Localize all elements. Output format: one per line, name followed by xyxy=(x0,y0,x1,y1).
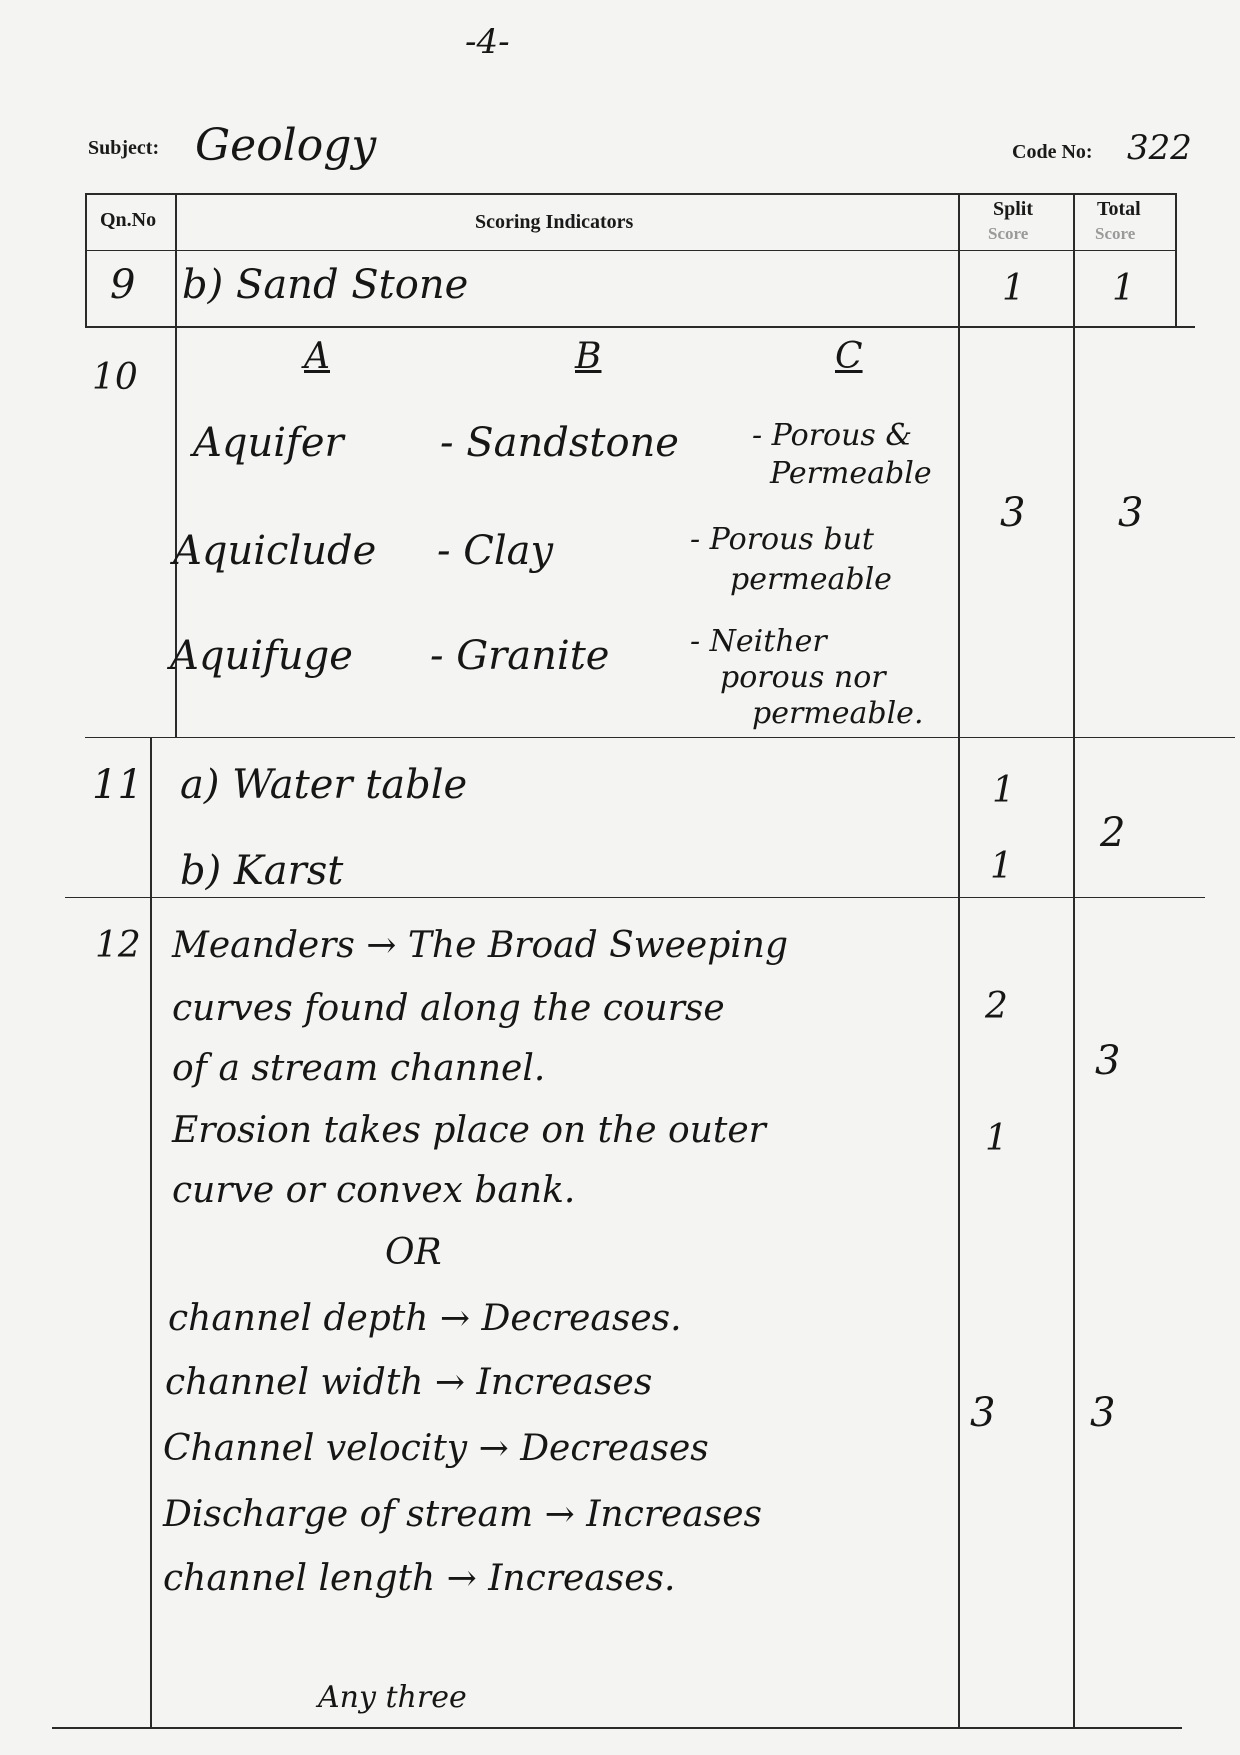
q12-line9: Discharge of stream → Increases xyxy=(163,1494,763,1535)
q10-row1-c2: Permeable xyxy=(770,456,932,491)
q12-line8: Channel velocity → Decreases xyxy=(163,1428,709,1469)
q11-split-score-a: 1 xyxy=(992,770,1015,811)
q12-split-score-2: 1 xyxy=(985,1118,1008,1159)
q9-total-score: 1 xyxy=(1112,268,1135,309)
q12-line2: curves found along the course xyxy=(172,988,725,1029)
q12-line5: curve or convex bank. xyxy=(172,1170,576,1211)
q11-total-score: 2 xyxy=(1100,810,1126,856)
q9-number: 9 xyxy=(110,262,136,308)
header-qn-no: Qn.No xyxy=(100,209,157,231)
q10-split-score: 3 xyxy=(1000,490,1026,536)
code-value: 322 xyxy=(1127,128,1192,168)
q10-row3-c3: permeable. xyxy=(752,696,924,731)
q12-number: 12 xyxy=(95,925,141,966)
page-number: -4- xyxy=(465,22,510,62)
q10-row2-a: Aquiclude xyxy=(173,528,377,574)
q12-total-score-1: 3 xyxy=(1095,1038,1121,1084)
q10-col-b: B xyxy=(575,336,602,377)
q10-row2-c2: permeable xyxy=(730,562,892,597)
q11-number: 11 xyxy=(92,762,143,808)
header-split-score: Split xyxy=(993,198,1034,220)
q10-total-score: 3 xyxy=(1118,490,1144,536)
q12-line1: Meanders → The Broad Sweeping xyxy=(172,925,789,966)
q9-split-score: 1 xyxy=(1002,268,1025,309)
q12-line6: channel depth → Decreases. xyxy=(168,1298,682,1339)
q12-total-score-3: 3 xyxy=(1090,1390,1116,1436)
subject-value: Geology xyxy=(195,120,377,171)
q11-answer-a: a) Water table xyxy=(180,762,468,808)
q10-row1-b: - Sandstone xyxy=(440,420,679,466)
q10-col-c: C xyxy=(835,336,863,377)
header-split-score-sub: Score xyxy=(988,224,1029,243)
q10-row3-c1: - Neither xyxy=(690,624,827,659)
q10-row3-a: Aquifuge xyxy=(170,633,353,679)
q12-or: OR xyxy=(385,1232,442,1273)
header-total-score-sub: Score xyxy=(1095,224,1136,243)
q12-line11: Any three xyxy=(318,1680,467,1715)
header-scoring-indicators: Scoring Indicators xyxy=(475,211,634,233)
q10-col-a: A xyxy=(304,336,330,377)
q12-line10: channel length → Increases. xyxy=(163,1558,676,1599)
q10-row2-c1: - Porous but xyxy=(690,522,874,557)
q12-split-score-3: 3 xyxy=(970,1390,996,1436)
q11-split-score-b: 1 xyxy=(990,846,1013,887)
q10-row1-c1: - Porous & xyxy=(752,418,913,453)
q10-row3-b: - Granite xyxy=(430,633,610,679)
q12-line7: channel width → Increases xyxy=(165,1362,653,1403)
header-total-score: Total xyxy=(1097,198,1141,220)
q12-line4: Erosion takes place on the outer xyxy=(172,1110,766,1151)
q10-row1-a: Aquifer xyxy=(193,420,344,466)
q10-number: 10 xyxy=(92,357,138,398)
subject-label: Subject: xyxy=(88,137,160,159)
q12-split-score-1: 2 xyxy=(985,986,1008,1027)
q11-answer-b: b) Karst xyxy=(180,848,344,894)
code-label: Code No: xyxy=(1012,141,1093,163)
q12-line3: of a stream channel. xyxy=(172,1048,546,1089)
q10-row2-b: - Clay xyxy=(437,528,554,574)
q10-row3-c2: porous nor xyxy=(720,660,886,695)
q9-answer: b) Sand Stone xyxy=(182,262,469,308)
